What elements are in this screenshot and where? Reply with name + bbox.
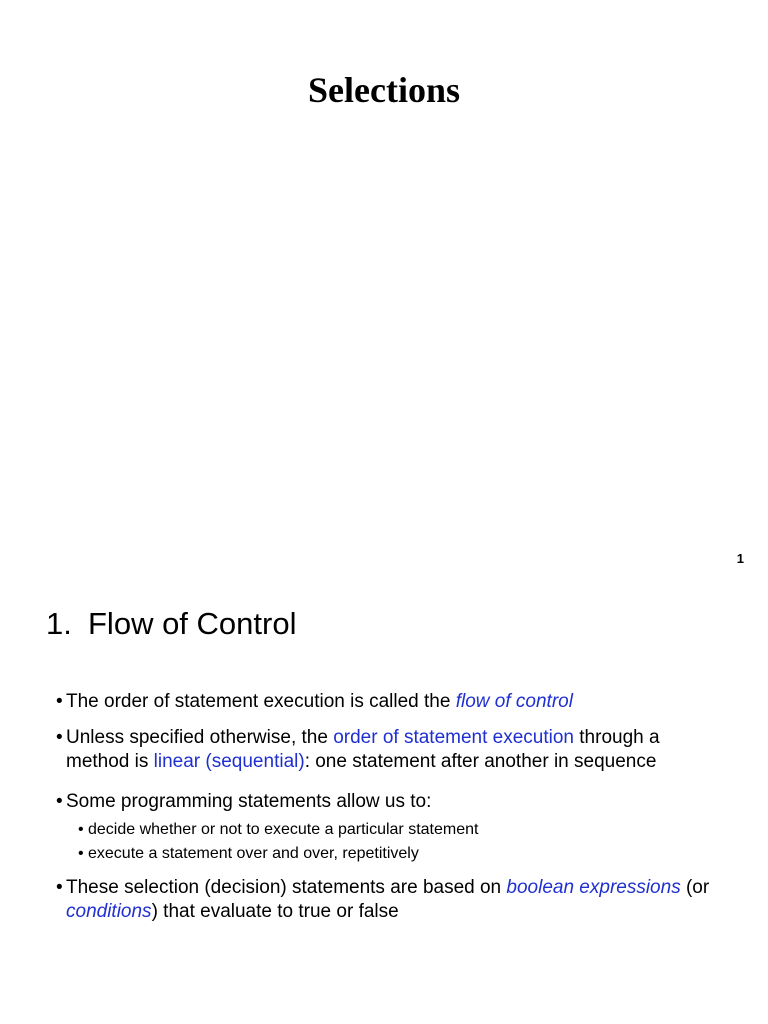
highlight-term: conditions <box>66 901 152 922</box>
slide-2-title <box>46 604 296 644</box>
sub-bullet-item: • execute a statement over and over, repetitively <box>78 842 716 866</box>
sub-bullet-container <box>56 818 716 866</box>
bullet-text: Unless specified otherwise, the <box>66 727 334 748</box>
section-title-text: Flow of Control <box>88 606 297 641</box>
slide-2 <box>0 580 768 1024</box>
bullet-text: ) that evaluate to true or false <box>151 901 399 922</box>
bullet-item <box>56 726 716 774</box>
bullet-text: Some programming statements allow us to: <box>66 791 432 812</box>
sub-bullet-item: • decide whether or not to execute a particular statement <box>78 818 716 842</box>
highlight-term: linear (sequential) <box>153 751 305 772</box>
page-number: 1 <box>736 551 744 566</box>
section-number: 1. <box>46 606 72 641</box>
sub-bullet-list <box>78 818 716 866</box>
highlight-term: boolean expressions <box>506 877 681 898</box>
bullet-item <box>56 790 716 814</box>
bullet-text: The order of statement execution is called the <box>66 691 456 712</box>
bullet-text: : one statement after another in sequence <box>304 751 657 772</box>
bullet-text: (or <box>680 877 710 898</box>
bullet-item <box>56 690 716 714</box>
highlight-term: order of statement execution <box>333 727 574 748</box>
slide-1-title: Selections <box>308 70 460 111</box>
bullet-text: through a method is <box>66 727 660 772</box>
bullet-item <box>56 876 716 924</box>
bullet-list <box>56 690 716 924</box>
bullet-text: These selection (decision) statements are based on <box>66 877 507 898</box>
highlight-term: flow of control <box>455 691 573 712</box>
